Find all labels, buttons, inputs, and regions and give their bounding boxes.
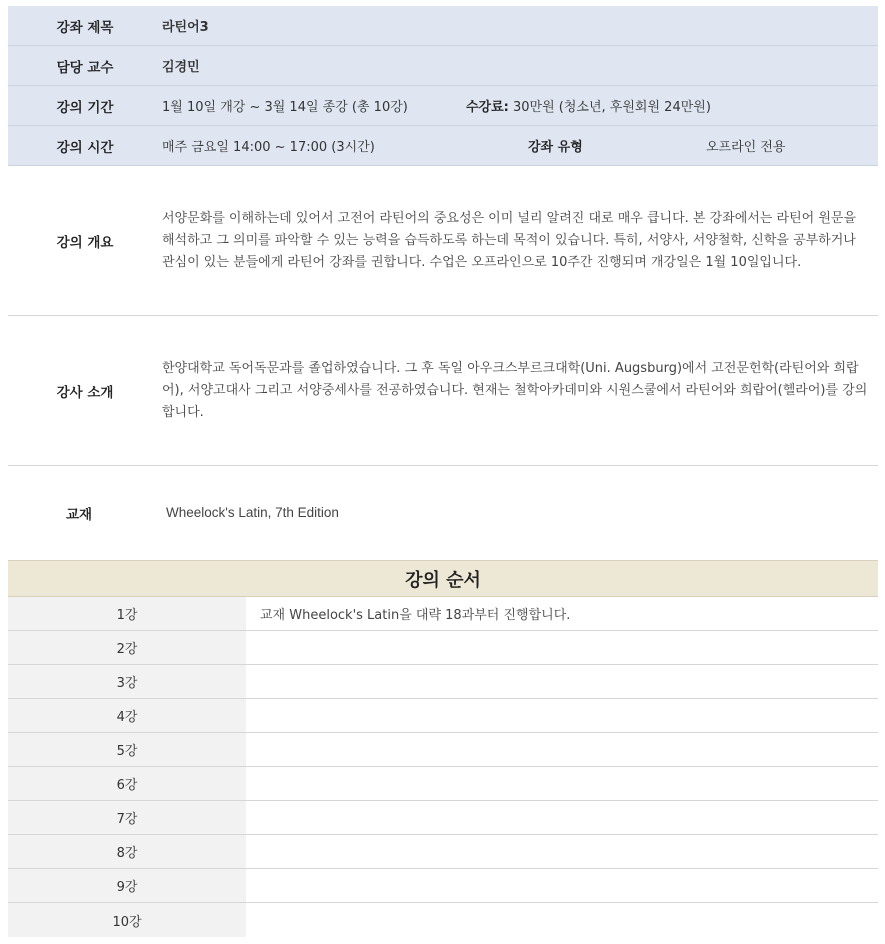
session-row bbox=[8, 733, 878, 767]
session-number: 2강 bbox=[8, 631, 246, 664]
session-content: 교재 Wheelock's Latin을 대략 18과부터 진행합니다. bbox=[260, 608, 571, 623]
session-number: 8강 bbox=[8, 835, 246, 868]
session-number: 3강 bbox=[8, 665, 246, 698]
session-content bbox=[246, 869, 878, 902]
fee-value: 30만원 (청소년, 후원회원 24만원) bbox=[508, 100, 711, 115]
instructor-row bbox=[8, 316, 878, 466]
session-row bbox=[8, 631, 878, 665]
session-row bbox=[8, 869, 878, 903]
session-content bbox=[246, 733, 878, 766]
session-number: 9강 bbox=[8, 869, 246, 902]
course-title-row bbox=[8, 6, 878, 46]
session-number: 6강 bbox=[8, 767, 246, 800]
professor-value: 김경민 bbox=[162, 60, 200, 75]
textbook-label: 교재 bbox=[65, 507, 93, 523]
period-value: 1월 10일 개강 ~ 3월 14일 종강 (총 10강) bbox=[162, 100, 408, 115]
session-list bbox=[8, 597, 878, 937]
fee-label: 수강료: bbox=[466, 100, 509, 115]
session-content bbox=[246, 631, 878, 664]
time-label: 강의 시간 bbox=[56, 139, 114, 156]
session-row bbox=[8, 903, 878, 937]
course-type-label: 강좌 유형 bbox=[528, 140, 583, 155]
session-number: 5강 bbox=[8, 733, 246, 766]
session-row bbox=[8, 801, 878, 835]
course-title-label: 강좌 제목 bbox=[56, 19, 114, 36]
session-number: 1강 bbox=[8, 597, 246, 630]
session-row bbox=[8, 597, 878, 631]
session-content bbox=[246, 903, 878, 937]
session-content bbox=[246, 767, 878, 800]
session-row bbox=[8, 665, 878, 699]
session-content bbox=[246, 835, 878, 868]
instructor-text: 한양대학교 독어독문과를 졸업하였습니다. 그 후 독일 아우크스부르크대학(Uni. Augsburg)에서 고전문헌학(라틴어와 희랍어), 서양고대사 그리고 서양중세사를 전공하였습니다. 현재는 철학아카데미와 시원스쿨에서 라틴어와 희랍어(헬라어)를 강의합니다. bbox=[162, 360, 868, 420]
session-row bbox=[8, 767, 878, 801]
session-content bbox=[246, 801, 878, 834]
session-row bbox=[8, 699, 878, 733]
course-type-value: 오프라인 전용 bbox=[706, 140, 786, 155]
instructor-label: 강사 소개 bbox=[56, 384, 114, 401]
overview-label: 강의 개요 bbox=[56, 234, 114, 251]
overview-row bbox=[8, 166, 878, 316]
session-content bbox=[246, 665, 878, 698]
period-row bbox=[8, 86, 878, 126]
course-detail bbox=[8, 6, 878, 937]
professor-label: 담당 교수 bbox=[56, 59, 114, 76]
session-row bbox=[8, 835, 878, 869]
session-number: 10강 bbox=[8, 903, 246, 937]
session-number: 4강 bbox=[8, 699, 246, 732]
session-content bbox=[246, 699, 878, 732]
session-number: 7강 bbox=[8, 801, 246, 834]
time-row bbox=[8, 126, 878, 166]
time-value: 매주 금요일 14:00 ~ 17:00 (3시간) bbox=[162, 140, 375, 155]
overview-text: 서양문화를 이해하는데 있어서 고전어 라틴어의 중요성은 이미 널리 알려진 대로 매우 큽니다. 본 강좌에서는 라틴어 원문을 해석하고 그 의미를 파악할 수 있는 능력을 습득하도록 하는데 목적이 있습니다. 특히, 서양사, 서양철학, 신학을 공부하거나 관심이 있는 분들에게 라틴어 강좌를 권합니다. 수업은 오프라인으로 10주간 진행되며 개강일은 1월 10일입니다. bbox=[162, 210, 857, 270]
course-title-value: 라틴어3 bbox=[162, 20, 209, 35]
textbook-text: Wheelock's Latin, 7th Edition bbox=[166, 505, 339, 520]
professor-row bbox=[8, 46, 878, 86]
fee-info bbox=[466, 96, 711, 115]
textbook-row bbox=[8, 466, 878, 560]
period-label: 강의 기간 bbox=[56, 99, 114, 116]
sessions-title: 강의 순서 bbox=[8, 560, 878, 597]
